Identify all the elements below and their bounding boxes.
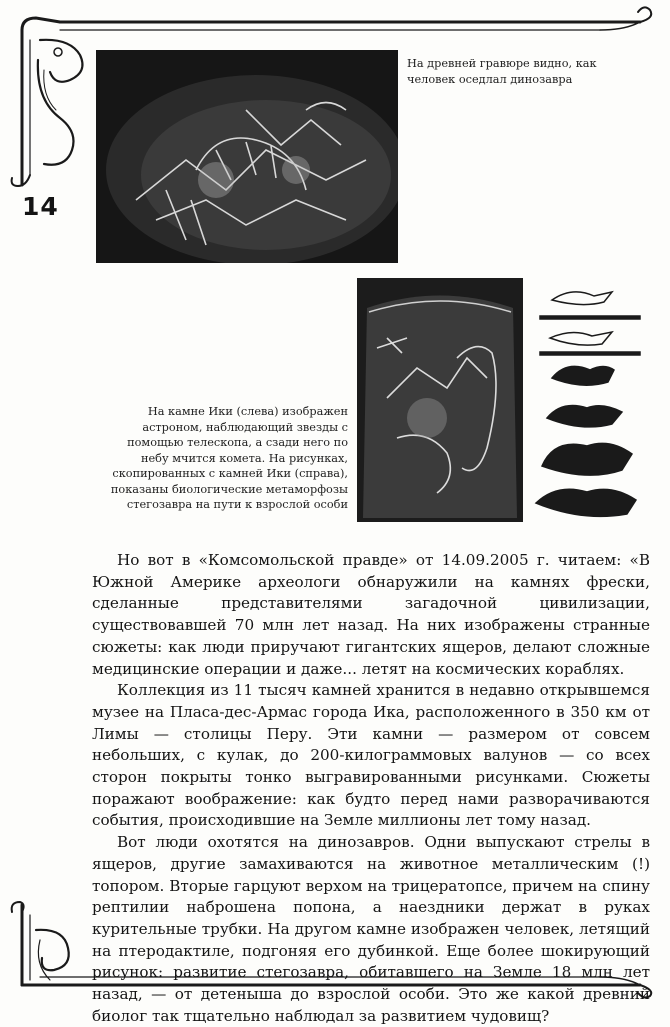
page-number: 14: [22, 192, 59, 221]
figure-caption-middle: На камне Ики (слева) изображен астроном, наблюдающий звезды с помощью телескопа, а сзади него по небу мчится комета. На рисунках, скопированных с камней Ики (справа), показаны биологические метаморфозы стегозавра на пути к взрослой особи: [110, 405, 348, 511]
figure-caption-top: На древней гравюре видно, как человек оседлал динозавра: [407, 57, 597, 86]
article-paragraph: Вот люди охотятся на динозавров. Одни выпускают стрелы в ящеров, другие замахиваются на животное металлическим (!) топором. Вторые гарцуют верхом на трицератопсе, причем на спину рептилии наброшена попона, а наездники держат в руках курительные трубки. На другом камне изображен человек, летящий на птеродактиле, подгоняя его дубинкой. Еще более шокирующий рисунок: развитие стегозавра, обитавшего на Земле 18 млн лет назад, — от детеныша до взрослой особи. Это же какой древний биолог так тщательно наблюдал за развитием чудовищ?: [92, 833, 650, 1025]
engraved-stone-photo-top: [96, 50, 398, 263]
ica-stone-photo: [357, 278, 523, 522]
article-paragraph: Коллекция из 11 тысяч камней хранится в недавно открывшемся музее на Пласа-дес-Армас города Ика, расположенного в 350 км от Лимы — столицы Перу. Эти камни — размером от совсем небольших, с кулак, до 200-килограммовых валунов — со всех сторон покрыты тонко выгравированными рисунками. Сюжеты поражают воображение: как будто перед нами разворачиваются события, происходившие на Земле миллионы лет тому назад.: [92, 681, 650, 830]
stegosaurus-drawings: [532, 278, 652, 522]
article-body: [92, 550, 650, 1027]
article-paragraph: Но вот в «Комсомольской правде» от 14.09.2005 г. читаем: «В Южной Америке археологи обнаружили на камнях фрески, сделанные представителями загадочной цивилизации, существовавшей 70 млн лет назад. На них изображены странные сюжеты: как люди приручают гигантских ящеров, делают сложные медицинские операции и даже... летят на космических кораблях.: [92, 551, 650, 678]
